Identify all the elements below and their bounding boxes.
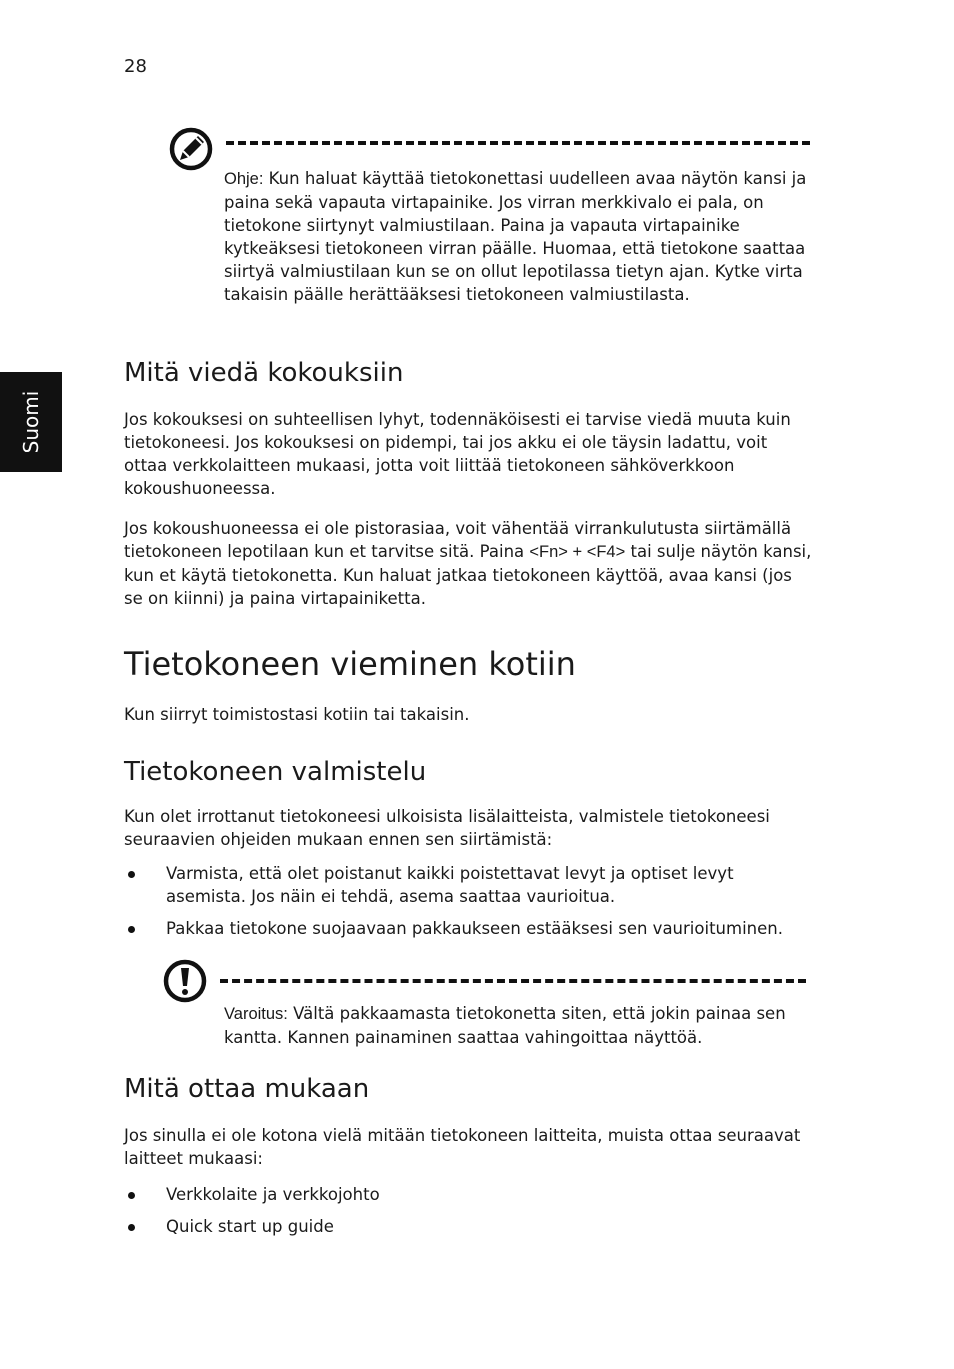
bullet-icon — [128, 926, 135, 933]
note-body: Kun haluat käyttää tietokonettasi uudelleen avaa näytön kansi ja paina sekä vapauta virtapainike. Jos virran merkkivalo ei pala, on tietokone siirtynyt valmiustilaan. Paina ja vapauta virtapainike kytkeäksesi tietokoneen virran päälle. Huomaa, että tietokone saattaa siirtyä valmiustilaan kun se on ollut lepotilassa tietyn ajan. Kytke virta takaisin päälle herättääksesi tietokoneen valmiustilasta. — [224, 169, 807, 304]
note-label: Ohje: — [224, 170, 264, 188]
warning-divider — [220, 979, 806, 983]
warning-body: Vältä pakkaamasta tietokonetta siten, että jokin painaa sen kantta. Kannen painaminen saattaa vahingoittaa näyttöä. — [224, 1004, 786, 1047]
heading-tietokoneen-vieminen-kotiin: Tietokoneen vieminen kotiin — [124, 645, 576, 683]
keyboard-shortcut: <Fn> + <F4> — [529, 543, 626, 561]
list-item — [124, 1183, 814, 1206]
paragraph: Jos kokouksesi on suhteellisen lyhyt, todennäköisesti ei tarvise viedä muuta kuin tietokoneesi. Jos kokouksesi on pidempi, tai jos akku ei ole täysin ladattu, voit ottaa verkkolaitteen mukaasi, jotta voit liittää tietokoneen sähköverkkoon kokoushuoneessa. — [124, 410, 791, 498]
list-item — [124, 1215, 814, 1238]
note-pen-icon — [168, 126, 214, 172]
side-tab-label: Suomi — [19, 390, 43, 454]
list-item — [124, 917, 814, 940]
list-item-text: Varmista, että olet poistanut kaikki poistettavat levyt ja optiset levyt asemista. Jos näin ei tehdä, asema saattaa vaurioitua. — [166, 864, 734, 906]
paragraph: Jos sinulla ei ole kotona vielä mitään tietokoneen laitteita, muista ottaa seuraavat laitteet mukaasi: — [124, 1126, 801, 1168]
paragraph-text: Jos kokoushuoneessa ei ole pistorasiaa, voit vähentää virrankulutusta siirtämällä tietokoneen lepotilaan kun et tarvitse sitä. Paina — [124, 519, 792, 561]
note-text — [224, 167, 814, 306]
heading-mita-ottaa-mukaan: Mitä ottaa mukaan — [124, 1074, 370, 1104]
paragraph: Kun siirryt toimistostasi kotiin tai takaisin. — [124, 705, 470, 724]
heading-mita-vieda-kokouksiin: Mitä viedä kokouksiin — [124, 358, 404, 388]
paragraph — [124, 517, 814, 610]
bullet-icon — [128, 1192, 135, 1199]
list-item — [124, 862, 814, 908]
language-side-tab — [0, 372, 62, 472]
list-item-text: Pakkaa tietokone suojaavaan pakkaukseen estääksesi sen vaurioituminen. — [166, 919, 783, 938]
bullet-icon — [128, 1224, 135, 1231]
warning-text — [224, 1002, 814, 1049]
list-item-text: Verkkolaite ja verkkojohto — [166, 1185, 380, 1204]
heading-tietokoneen-valmistelu: Tietokoneen valmistelu — [124, 757, 427, 787]
page-number: 28 — [124, 56, 147, 77]
warning-exclamation-icon — [162, 958, 208, 1004]
paragraph-text: tai sulje näytön kansi, kun et käytä tietokonetta. Kun haluat jatkaa tietokoneen käyttöä, avaa kansi (jos se on kiinni) ja paina virtapainiketta. — [124, 542, 812, 608]
paragraph: Kun olet irrottanut tietokoneesi ulkoisista lisälaitteista, valmistele tietokoneesi seuraavien ohjeiden mukaan ennen sen siirtämistä: — [124, 807, 770, 849]
note-divider — [226, 141, 810, 145]
list-item-text: Quick start up guide — [166, 1217, 334, 1236]
bullet-icon — [128, 871, 135, 878]
warning-label: Varoitus: — [224, 1005, 288, 1023]
